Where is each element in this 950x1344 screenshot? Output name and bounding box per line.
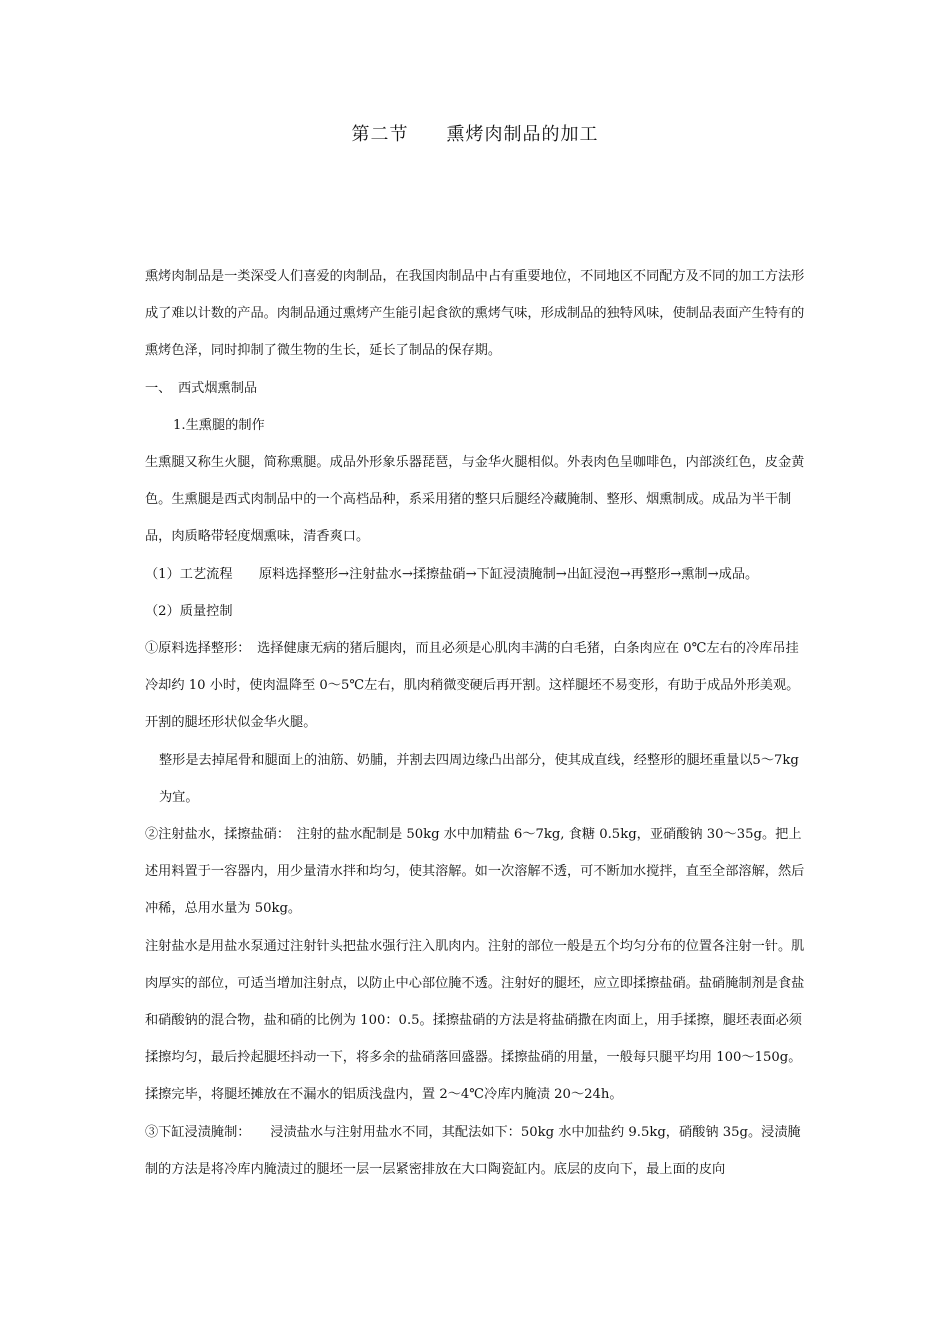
paragraph-brine-injection: ②注射盐水，揉擦盐硝： 注射的盐水配制是 50kg 水中加精盐 6～7kg, 食糖 0.5kg，亚硝酸钠 30～35g。把上述用料置于一容器内，用少量清水拌和均匀，使其溶解。如一次溶解不透，可不断加水搅拌，直至全部溶解，然后冲稀，总用水量为 50kg。 xyxy=(145,827,805,917)
paragraph-ham-description: 生熏腿又称生火腿，简称熏腿。成品外形象乐器琵琶，与金华火腿相似。外表肉色呈咖啡色，内部淡红色，皮金黄色。生熏腿是西式肉制品中的一个高档品种，系采用猪的整只后腿经冷藏腌制、整形、烟熏制成。成品为半干制品，肉质略带轻度烟熏味，清香爽口。 xyxy=(145,455,805,545)
paragraph-vat-curing: ③下缸浸渍腌制： 浸渍盐水与注射用盐水不同，其配法如下：50kg 水中加盐约 9.5kg，硝酸钠 35g。浸渍腌制的方法是将冷库内腌渍过的腿坯一层一层紧密排放在大口陶瓷缸内。底层的皮向下，最上面的皮向 xyxy=(145,1124,801,1177)
paragraph-intro: 熏烤肉制品是一类深受人们喜爱的肉制品，在我国肉制品中占有重要地位，不同地区不同配方及不同的加工方法形成了难以计数的产品。肉制品通过熏烤产生能引起食欲的熏烤气味，形成制品的独特风味，使制品表面产生特有的熏烤色泽，同时抑制了微生物的生长，延长了制品的保存期。 xyxy=(145,269,805,359)
paragraph-quality-control-heading: （2）质量控制 xyxy=(145,603,233,619)
subsection-heading-raw-smoked-ham: 1.生熏腿的制作 xyxy=(173,417,265,433)
document-body xyxy=(145,258,810,1188)
paragraph-raw-material-selection: ①原料选择整形： 选择健康无病的猪后腿肉，而且必须是心肌肉丰满的白毛猪，白条肉应在 0℃左右的冷库吊挂冷却约 10 小时，使肉温降至 0～5℃左右，肌肉稍微变硬后再开割。这样腿坯不易变形，有助于成品外形美观。开割的腿坯形状似金华火腿。 xyxy=(145,641,800,731)
section-heading-western-smoked: 一、 西式烟熏制品 xyxy=(145,380,258,396)
paragraph-injection-method: 注射盐水是用盐水泵通过注射针头把盐水强行注入肌肉内。注射的部位一般是五个均匀分布的位置各注射一针。肌肉厚实的部位，可适当增加注射点，以防止中心部位腌不透。注射好的腿坯，应立即揉擦盐硝。盐硝腌制剂是食盐和硝酸钠的混合物，盐和硝的比例为 100：0.5。揉擦盐硝的方法是将盐硝撒在肉面上，用手揉擦，腿坯表面必须揉擦均匀，最后拎起腿坯抖动一下，将多余的盐硝落回盛器。揉擦盐硝的用量，一般每只腿平均用 100～150g。揉擦完毕，将腿坯摊放在不漏水的铝质浅盘内，置 2～4℃冷库内腌渍 20～24h。 xyxy=(145,938,805,1103)
page-title: 第二节 熏烤肉制品的加工 xyxy=(351,124,599,145)
paragraph-trimming: 整形是去掉尾骨和腿面上的油筋、奶脯，并割去四周边缘凸出部分，使其成直线，经整形的腿坯重量以5～7kg 为宜。 xyxy=(159,752,799,805)
paragraph-process-flow: （1）工艺流程 原料选择整形→注射盐水→揉擦盐硝→下缸浸渍腌制→出缸浸泡→再整形→熏制→成品。 xyxy=(145,566,759,582)
